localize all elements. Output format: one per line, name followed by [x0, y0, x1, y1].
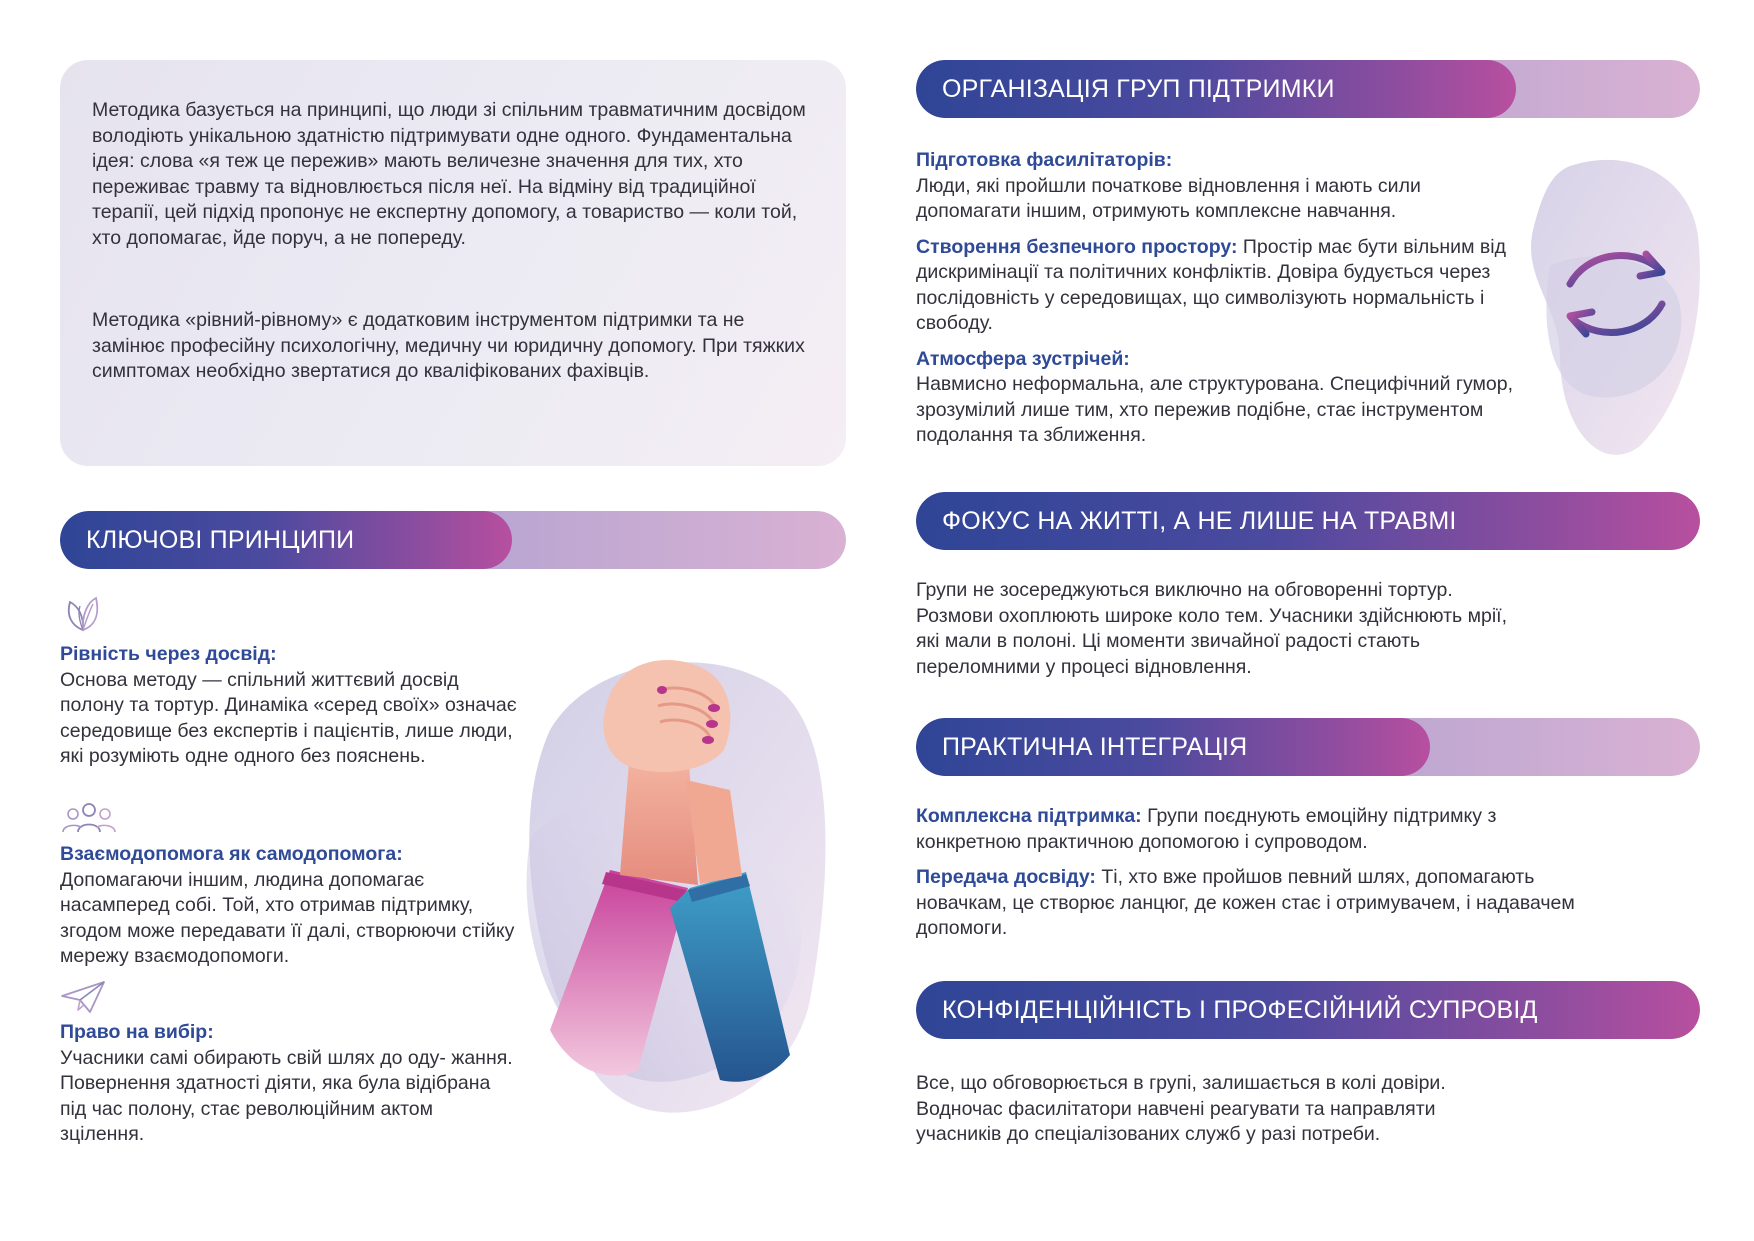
key-principles-banner [60, 511, 846, 569]
practical-title: ПРАКТИЧНА ІНТЕГРАЦІЯ [942, 733, 1248, 761]
principle-mutual-help-heading: Взаємодопомога як самодопомога: [60, 843, 403, 865]
principle-equality [60, 642, 520, 770]
refresh-cycle-icon [1530, 156, 1702, 456]
life-focus-title: ФОКУС НА ЖИТТІ, А НЕ ЛИШЕ НА ТРАВМІ [942, 507, 1457, 535]
support-item-atmosphere-heading: Атмосфера зустрічей: [916, 347, 1130, 370]
principle-choice [60, 1020, 520, 1148]
support-item-safe-space-text: Простір має бути вільним від дискримінації та політичних конфліктів. Довіра будується через послідовність у середовищах, що символізують нормальність і свободу. [916, 235, 1506, 334]
support-groups-banner [916, 60, 1700, 118]
principle-equality-text: Основа методу — спільний життєвий досвід полону та тортур. Динаміка «серед своїх» означає середовище без експертів і пацієнтів, лише люди, які розуміють одне одного без пояснень. [60, 668, 517, 767]
support-item-facilitators-text: Люди, які пройшли початкове відновлення і мають сили допомагати іншим, отримують комплексне навчання. [916, 174, 1421, 222]
practical-item-experience-heading: Передача досвіду: [916, 866, 1096, 888]
practical-item-experience [916, 865, 1606, 942]
support-item-facilitators [916, 148, 1528, 225]
confidentiality-title: КОНФІДЕНЦІЙНІСТЬ І ПРОФЕСІЙНИЙ СУПРОВІД [942, 996, 1538, 1024]
principle-mutual-help [60, 842, 520, 970]
paper-plane-icon [60, 980, 106, 1014]
practical-item-experience-text: Ті, хто вже пройшов певний шлях, допомагають новачкам, це створює ланцюг, де кожен стає і отримувачем, і надавачем допомоги. [916, 866, 1575, 939]
support-groups-content [916, 148, 1528, 449]
confidentiality-text: Все, що обговорюється в групі, залишається в колі довіри. Водночас фасилітатори навчені реагувати та направляти учасників до спеціалізованих служб у разі потреби. [916, 1072, 1446, 1145]
principle-choice-text: Учасники самі обирають свій шлях до оду- жання. Повернення здатності діяти, яка була відібрана під час полону, стає революційним актом зцілення. [60, 1046, 513, 1145]
people-group-icon [60, 800, 118, 836]
principle-mutual-help-text: Допомагаючи іншим, людина допомагає насамперед собі. Той, хто отримав підтримку, згодом може передавати її далі, створюючи стійку мережу взаємодопомоги. [60, 868, 515, 967]
practical-item-complex-heading: Комплексна підтримка: [916, 805, 1142, 827]
principle-choice-heading: Право на вибір: [60, 1021, 214, 1043]
support-item-atmosphere-text: Навмисно неформальна, але структурована. Специфічний гумор, зрозумілий лише тим, хто пережив подібне, стає інструментом подолання та зближення. [916, 373, 1514, 446]
intro-paragraph-2: Методика «рівний-рівному» є додатковим інструментом підтримки та не замінює професійну психологічну, медичну чи юридичну допомогу. При тяжких симптомах необхідно звертатися до кваліфікованих фахівців. [92, 309, 805, 382]
clasped-hands-illustration [510, 640, 850, 1160]
support-item-atmosphere [916, 347, 1528, 449]
principle-equality-heading: Рівність через досвід: [60, 643, 277, 665]
confidentiality-banner [916, 981, 1700, 1039]
practical-banner [916, 718, 1700, 776]
intro-box [60, 60, 846, 466]
support-item-safe-space [916, 235, 1528, 337]
practical-item-complex [916, 804, 1606, 855]
practical-content [916, 804, 1606, 942]
life-focus-banner [916, 492, 1700, 550]
key-principles-title: КЛЮЧОВІ ПРИНЦИПИ [86, 526, 355, 554]
intro-paragraph-1: Методика базується на принципі, що люди зі спільним травматичним досвідом володіють унікальною здатністю підтримувати одне одного. Фундаментальна ідея: слова «я теж це пережив» мають величезне значення для тих, хто переживає травму та відновлюється після неї. На відміну від традиційної терапії, цей підхід пропонує не експертну допомогу, а товариство — коли той, хто допомагає, йде поруч, а не попереду. [92, 99, 806, 249]
practical-item-complex-text: Групи поєднують емоційну підтримку з конкретною практичною допомогою і супроводом. [916, 805, 1497, 853]
support-item-facilitators-heading: Підготовка фасилітаторів: [916, 149, 1173, 171]
support-item-safe-space-heading: Створення безпечного простору: [916, 235, 1238, 258]
support-groups-title: ОРГАНІЗАЦІЯ ГРУП ПІДТРИМКИ [942, 75, 1335, 103]
leaf-icon [60, 590, 106, 634]
life-focus-text: Групи не зосереджуються виключно на обговоренні тортур. Розмови охоплюють широке коло тем. Учасники здійснюють мрії, які мали в полоні. Ці моменти звичайної радості стають переломними у процесі відновлення. [916, 579, 1507, 678]
